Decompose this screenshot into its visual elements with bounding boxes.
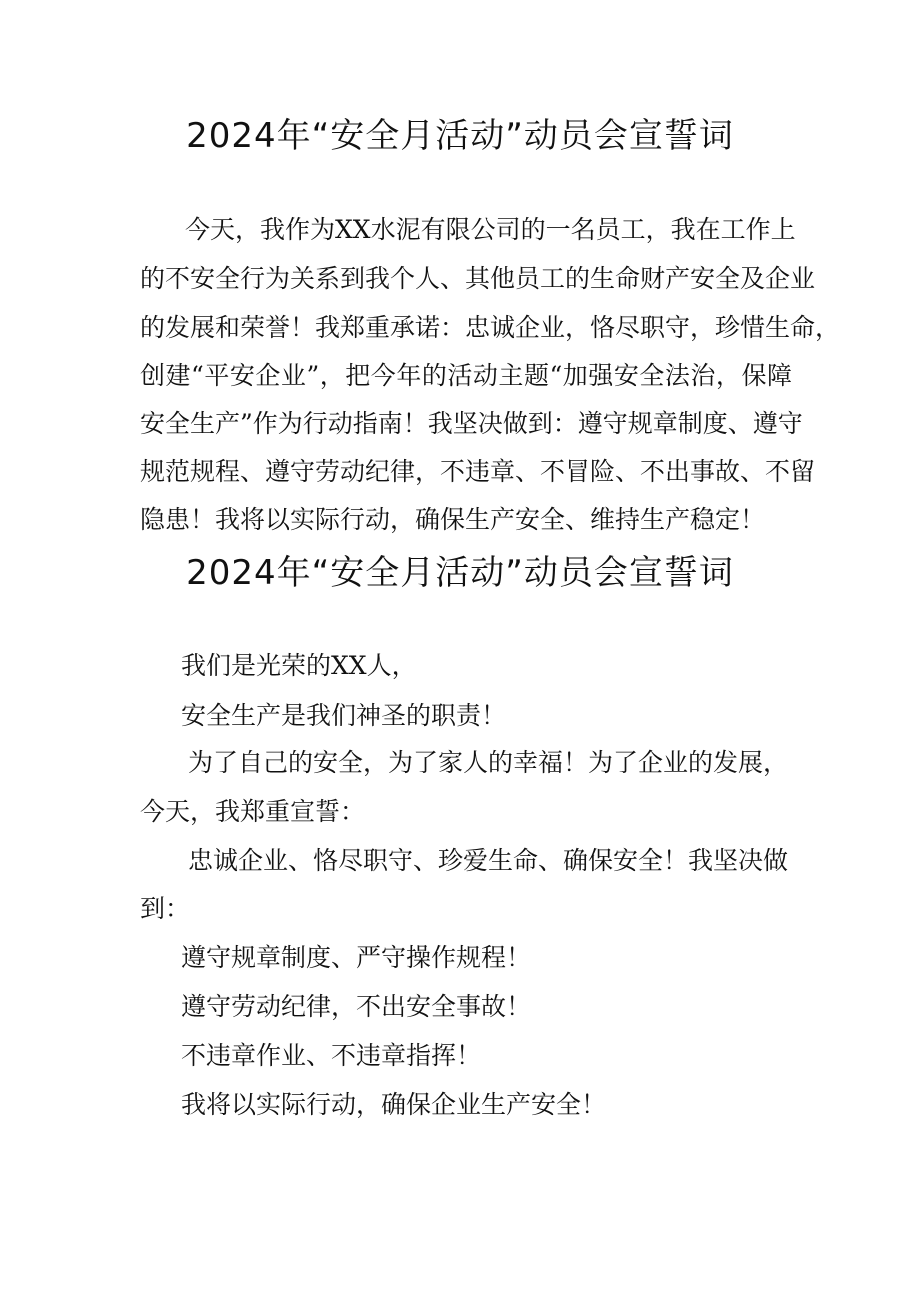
oath-line: 今天，我郑重宣誓： <box>140 797 366 826</box>
paragraph-line: 的发展和荣誉！我郑重承诺：忠诚企业，恪尽职守，珍惜生命， <box>140 313 841 342</box>
oath-line: 忠诚企业、恪尽职守、珍爱生命、确保安全！我坚决做 <box>188 846 789 875</box>
oath-line: 遵守规章制度、严守操作规程！ <box>181 943 532 972</box>
document-title: 2024年“安全月活动”动员会宣誓词 <box>186 116 734 156</box>
oath-line: 为了自己的安全，为了家人的幸福！为了企业的发展， <box>188 748 789 777</box>
oath-line: 我将以实际行动，确保企业生产安全！ <box>181 1090 607 1119</box>
oath-line: 到： <box>140 894 191 923</box>
oath-line: 遵守劳动纪律，不出安全事故！ <box>181 992 532 1021</box>
oath-line: 我们是光荣的XX人， <box>181 651 417 680</box>
paragraph-line: 安全生产”作为行动指南！我坚决做到：遵守规章制度、遵守 <box>140 409 803 438</box>
paragraph-line: 规范规程、遵守劳动纪律，不违章、不冒险、不出事故、不留 <box>140 457 816 486</box>
oath-line: 安全生产是我们神圣的职责！ <box>181 701 507 730</box>
oath-line: 不违章作业、不违章指挥！ <box>181 1041 482 1070</box>
paragraph-line: 的不安全行为关系到我个人、其他员工的生命财产安全及企业 <box>140 264 816 293</box>
document-title: 2024年“安全月活动”动员会宣誓词 <box>186 553 734 593</box>
paragraph-line: 今天，我作为XX水泥有限公司的一名员工，我在工作上 <box>185 215 796 244</box>
paragraph-line: 创建“平安企业”，把今年的活动主题“加强安全法治，保障 <box>140 361 792 390</box>
paragraph-line: 隐患！我将以实际行动，确保生产安全、维持生产稳定！ <box>140 505 766 534</box>
